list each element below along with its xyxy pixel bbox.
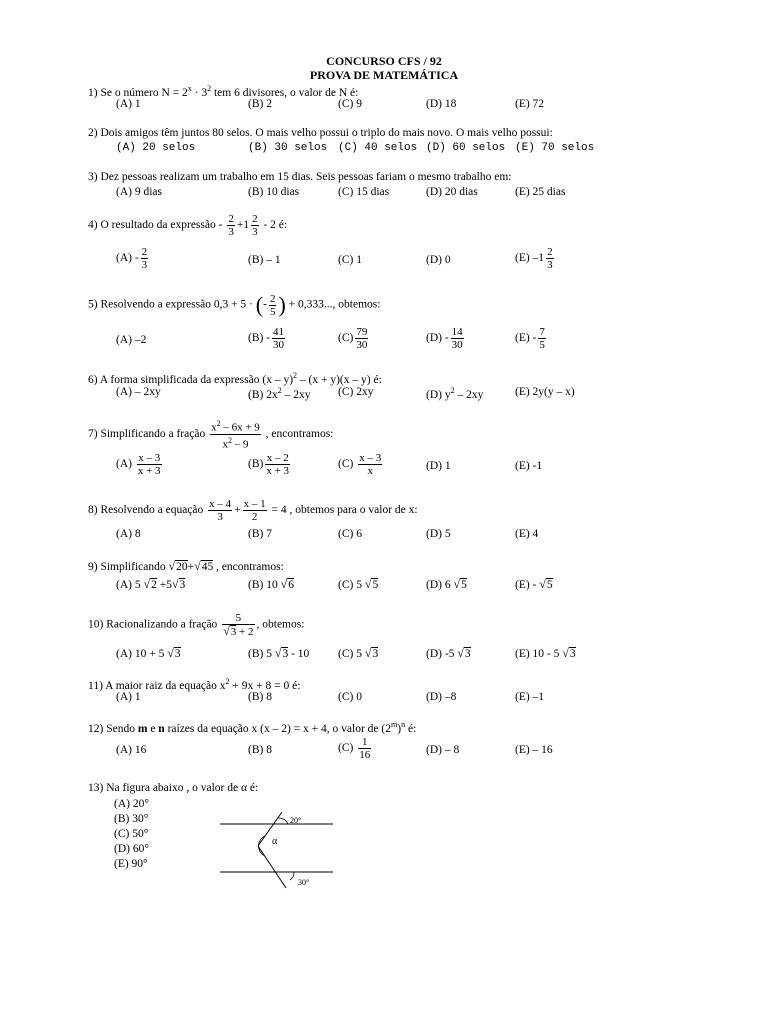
option-text: (A) 10 + 5	[116, 648, 165, 660]
plus-sign: +	[187, 561, 195, 573]
option-d[interactable]: (D) 5	[426, 528, 451, 540]
q8-fraction-2	[243, 498, 267, 523]
option-label: (A) -	[116, 252, 139, 265]
numerator: x – 3	[359, 452, 382, 464]
denominator: x	[367, 465, 373, 477]
exponent: 2	[225, 677, 230, 686]
denominator: 3	[228, 226, 234, 238]
option-e[interactable]	[515, 646, 576, 661]
term: – 9	[231, 438, 249, 451]
numerator: 1	[358, 736, 371, 749]
numerator: 79	[356, 326, 368, 338]
option-c[interactable]	[338, 577, 378, 592]
option-text: (D) -5	[426, 648, 455, 660]
sqrt-icon: √	[223, 624, 230, 638]
denominator	[222, 625, 254, 638]
option-a[interactable]: (A) –2	[116, 334, 147, 346]
sqrt-icon: √	[168, 559, 176, 573]
q9-text-c: , encontramos:	[216, 561, 284, 573]
sqrt-icon: √	[143, 577, 151, 591]
option-a[interactable]	[116, 452, 164, 477]
denominator: 30	[451, 339, 463, 351]
question-8	[88, 498, 418, 523]
q8-text-c: = 4 , obtemos para o valor de x:	[271, 504, 418, 517]
option-e[interactable]: (E) 70 selos	[515, 142, 595, 154]
angle-label-alpha: α	[272, 836, 278, 847]
option-e[interactable]: (E) 2y(y – x)	[515, 386, 575, 398]
option-d[interactable]: (D) 60 selos	[426, 142, 506, 154]
denominator: 30	[356, 339, 368, 351]
option-label: (B) -	[248, 332, 271, 345]
angle-arc-bottom	[290, 872, 294, 880]
radicand: 5	[372, 579, 379, 591]
q10-fraction	[222, 612, 254, 638]
q11-text-b: + 9x + 8 = 0 é:	[229, 679, 301, 692]
q12-text: e	[147, 722, 159, 735]
question-9	[88, 559, 284, 574]
minus-sign: -	[263, 298, 267, 311]
question-4	[88, 213, 287, 238]
sqrt-icon: √	[194, 559, 201, 573]
numerator: 2	[228, 213, 234, 225]
option-e[interactable]: (E) 25 dias	[515, 186, 566, 198]
q4-plus: +1	[236, 219, 250, 232]
fraction	[355, 326, 368, 351]
plus-sign: +	[234, 504, 241, 517]
q1-exp-x: x	[187, 84, 192, 93]
question-3: 3) Dez pessoas realizam um trabalho em 15 dias. Seis pessoas fariam o mesmo trabalho em:	[88, 171, 512, 183]
q6-text-c: – (x + y)(x – y) é:	[297, 373, 382, 386]
option-text: (E) -	[515, 579, 537, 591]
q12-text: é:	[405, 722, 417, 735]
option-text: (E) 10 - 5	[515, 648, 560, 660]
denominator: 3	[547, 259, 553, 271]
question-10	[88, 612, 304, 638]
option-b[interactable]: (B) – 1	[248, 254, 281, 266]
option-d[interactable]	[426, 326, 466, 351]
option-label: (E) –1	[515, 252, 545, 265]
radicand: 45	[201, 561, 214, 573]
question-1	[88, 84, 358, 99]
numerator: 41	[273, 326, 285, 338]
numerator: 2	[252, 213, 258, 225]
q8-fraction-1	[208, 498, 232, 523]
option-c[interactable]	[338, 736, 373, 761]
angle-label-top: 20°	[290, 816, 302, 825]
option-e[interactable]: (E) –1	[515, 691, 545, 703]
radicand: 3	[230, 626, 237, 638]
option-c[interactable]: (C) 6	[338, 528, 362, 540]
option-a[interactable]: (A) 1	[116, 691, 141, 703]
radicand: 5	[546, 579, 553, 591]
radicand: 3	[569, 648, 576, 660]
numerator: x – 2	[266, 452, 289, 464]
denominator: 5	[269, 305, 276, 318]
option-a[interactable]	[116, 577, 185, 592]
transversal-lower	[258, 846, 286, 888]
left-paren: (	[255, 292, 264, 317]
denominator: 5	[539, 339, 545, 351]
numerator: 5	[222, 612, 254, 625]
exponent: 2	[293, 371, 298, 380]
sqrt-icon: √	[457, 646, 464, 660]
option-a[interactable]: (A) 9 dias	[116, 186, 162, 198]
option-e[interactable]	[515, 577, 553, 592]
numerator: x – 3	[138, 452, 161, 464]
option-text: - 10	[288, 648, 310, 660]
denominator	[210, 435, 261, 451]
option-e[interactable]	[515, 246, 556, 271]
option-a[interactable]: (A) 16	[116, 744, 147, 756]
option-a[interactable]: (A) 20°	[114, 798, 149, 810]
sqrt-icon: √	[562, 646, 569, 660]
option-b[interactable]	[248, 326, 287, 351]
option-b[interactable]	[248, 386, 310, 401]
option-b[interactable]: (B) 30 selos	[248, 142, 328, 154]
option-d[interactable]	[426, 646, 471, 661]
fraction	[272, 326, 285, 351]
option-label: (A)	[116, 458, 132, 471]
question-5	[88, 292, 380, 318]
question-2: 2) Dois amigos têm juntos 80 selos. O mais velho possui o triplo do mais novo. O mais velho possui:	[88, 127, 553, 139]
option-text: (C) 5	[338, 579, 362, 591]
numerator: 2	[141, 246, 148, 258]
sqrt-icon: √	[171, 577, 179, 591]
radicand: 5	[461, 579, 467, 591]
option-e[interactable]: (E) – 16	[515, 744, 553, 756]
option-a[interactable]	[116, 246, 150, 271]
term: – 6x + 9	[220, 421, 260, 434]
option-text: (D) 6	[426, 579, 451, 591]
numerator: x – 4	[209, 498, 232, 510]
angle-arc-top	[278, 818, 288, 824]
denominator: 16	[359, 749, 371, 761]
exponent: n	[401, 720, 406, 729]
denominator: 2	[251, 511, 258, 523]
denominator: x + 3	[266, 465, 290, 477]
q1-text: 1) Se o número N = 2	[88, 86, 188, 99]
option-d[interactable]: (D) 18	[426, 98, 457, 110]
question-7	[88, 418, 333, 450]
q6-text: 6) A forma simplificada da expressão (x – y)	[88, 373, 294, 386]
option-e[interactable]: (E) 90°	[114, 858, 148, 870]
denominator: 3	[141, 259, 148, 271]
right-paren: )	[278, 292, 286, 317]
sqrt-icon: √	[364, 646, 372, 660]
var-n: n	[158, 722, 165, 735]
q13-figure	[214, 808, 338, 892]
option-e[interactable]: (E) 72	[515, 98, 545, 110]
sqrt-icon: √	[539, 577, 546, 591]
option-a[interactable]: (A) 20 selos	[116, 142, 196, 154]
option-b[interactable]	[248, 577, 294, 592]
radicand: 6	[288, 579, 294, 591]
option-text: – 2xy	[454, 388, 484, 401]
q13-options	[114, 797, 149, 872]
option-d[interactable]: (D) 60°	[114, 843, 149, 855]
option-label: (B)	[248, 458, 264, 471]
sqrt-icon: √	[274, 646, 282, 660]
q5-text-c: + 0,333..., obtemos:	[288, 298, 381, 311]
sqrt-icon: √	[280, 577, 288, 591]
option-a[interactable]: (A) 1	[116, 98, 141, 110]
option-text: (B) 5	[248, 648, 272, 660]
option-text: – 2xy	[281, 388, 311, 401]
angle-arc-alpha	[259, 836, 265, 856]
q7-text-c: , encontramos:	[265, 427, 334, 440]
fraction	[451, 326, 464, 351]
q8-text: 8) Resolvendo a equação	[88, 504, 204, 517]
option-d[interactable]: (D) 1	[426, 460, 451, 472]
option-text: (D) y	[426, 388, 451, 401]
question-11	[88, 677, 300, 692]
q1-text-c: tem 6 divisores, o valor de N é:	[211, 86, 359, 99]
option-e[interactable]: (E) 4	[515, 528, 539, 540]
option-b[interactable]: (B) 10 dias	[248, 186, 300, 198]
q10-text: 10) Racionalizando a fração	[88, 618, 218, 631]
option-c[interactable]: (C) 15 dias	[338, 186, 390, 198]
fraction	[358, 736, 371, 761]
option-text: (C) 5	[338, 648, 362, 660]
option-d[interactable]: (D) 0	[426, 254, 451, 266]
option-label: (C)	[338, 332, 354, 345]
q4-fraction-1	[227, 213, 235, 238]
option-b[interactable]: (B) 30°	[114, 813, 149, 825]
sqrt-icon: √	[453, 577, 461, 591]
option-text: +5	[159, 579, 172, 591]
fraction	[265, 452, 290, 477]
fraction	[141, 246, 149, 271]
exponent: 2	[216, 419, 221, 428]
option-c[interactable]: (C) 50°	[114, 828, 149, 840]
option-c[interactable]	[338, 646, 378, 661]
fraction	[538, 326, 546, 351]
option-b[interactable]: (B) 7	[248, 528, 272, 540]
q4-text: 4) O resultado da expressão -	[88, 219, 223, 232]
exponent: 2	[277, 386, 282, 395]
q7-text: 7) Simplificando a fração	[88, 427, 206, 440]
option-a[interactable]: (A) 8	[116, 528, 141, 540]
denominator: 30	[273, 339, 285, 351]
term: + 2	[236, 626, 254, 638]
radicand: 3	[282, 648, 289, 660]
numerator	[210, 418, 261, 435]
transversal-upper	[258, 812, 282, 846]
option-d[interactable]	[426, 577, 467, 592]
question-12	[88, 720, 416, 735]
option-e[interactable]: (E) -1	[515, 460, 543, 472]
fraction	[358, 452, 382, 477]
sqrt-icon: √	[167, 646, 174, 660]
option-b[interactable]: (B) 8	[248, 744, 272, 756]
question-13: 13) Na figura abaixo , o valor de α é:	[88, 782, 259, 794]
radicand: 3	[174, 648, 181, 660]
option-label: (C)	[338, 742, 354, 755]
term: x	[222, 438, 228, 451]
option-d[interactable]	[426, 386, 483, 401]
q5-text: 5) Resolvendo a expressão 0,3 + 5 ·	[88, 298, 253, 311]
numerator: x – 1	[243, 498, 266, 510]
option-text: (A) 5	[116, 579, 141, 591]
radicand: 3	[179, 579, 186, 591]
fraction	[137, 452, 162, 477]
option-b[interactable]: (B) 2	[248, 98, 272, 110]
q7-fraction	[210, 418, 261, 450]
q12-text: raízes da equação x (x – 2) = x + 4, o valor de (2	[164, 722, 391, 735]
denominator: x + 3	[137, 465, 161, 477]
option-b[interactable]	[248, 452, 292, 477]
numerator: 2	[269, 292, 276, 305]
radicand: 3	[372, 648, 379, 660]
option-e[interactable]	[515, 326, 548, 351]
option-c[interactable]	[338, 326, 370, 351]
exponent: 2	[450, 386, 455, 395]
option-c[interactable]: (C) 9	[338, 98, 362, 110]
option-c[interactable]: (C) 0	[338, 691, 362, 703]
exam-subtitle: PROVA DE MATEMÁTICA	[309, 68, 459, 82]
numerator: 2	[547, 246, 553, 258]
option-d[interactable]: (D) 20 dias	[426, 186, 478, 198]
option-text: (B) 2x	[248, 388, 278, 401]
option-c[interactable]	[338, 452, 384, 477]
question-6	[88, 371, 382, 386]
sqrt-icon: √	[364, 577, 372, 591]
option-b[interactable]: (B) 8	[248, 691, 272, 703]
option-d[interactable]: (D) – 8	[426, 744, 460, 756]
q1-text-b: · 3	[191, 86, 208, 99]
option-d[interactable]: (D) –8	[426, 691, 457, 703]
radicand: 20	[176, 561, 188, 573]
option-label: (E) -	[515, 332, 537, 345]
q5-fraction	[269, 293, 277, 318]
exponent: m	[390, 720, 398, 729]
fraction	[546, 246, 554, 271]
denominator: 3	[217, 511, 223, 523]
q10-text-c: , obtemos:	[256, 618, 305, 631]
radicand: 2	[151, 579, 157, 591]
option-text: (B) 10	[248, 579, 278, 591]
angle-label-bottom: 30°	[298, 878, 310, 887]
exam-title: CONCURSO CFS / 92	[326, 54, 442, 68]
q12-text: 12) Sendo	[88, 722, 138, 735]
var-m: m	[137, 722, 148, 735]
option-a[interactable]	[116, 646, 181, 661]
option-label: (D) -	[426, 332, 449, 345]
option-label: (C)	[338, 458, 354, 471]
option-c[interactable]: (C) 1	[338, 254, 362, 266]
exponent: 2	[227, 435, 232, 445]
term: x	[211, 421, 217, 434]
option-a[interactable]: (A) – 2xy	[116, 386, 161, 398]
option-c[interactable]: (C) 40 selos	[338, 142, 418, 154]
numerator: 7	[539, 326, 545, 338]
q1-exp-2: 2	[207, 84, 212, 93]
q12-text: )	[397, 722, 402, 735]
q9-text: 9) Simplificando	[88, 561, 166, 573]
denominator: 3	[252, 226, 258, 238]
option-c[interactable]: (C) 2xy	[338, 386, 374, 398]
radicand: 3	[464, 648, 471, 660]
option-b[interactable]	[248, 646, 309, 661]
q4-fraction-2	[251, 213, 259, 238]
q4-text-c: - 2 é:	[263, 219, 288, 232]
numerator: 14	[451, 326, 463, 338]
q11-text: 11) A maior raiz da equação x	[88, 679, 226, 692]
